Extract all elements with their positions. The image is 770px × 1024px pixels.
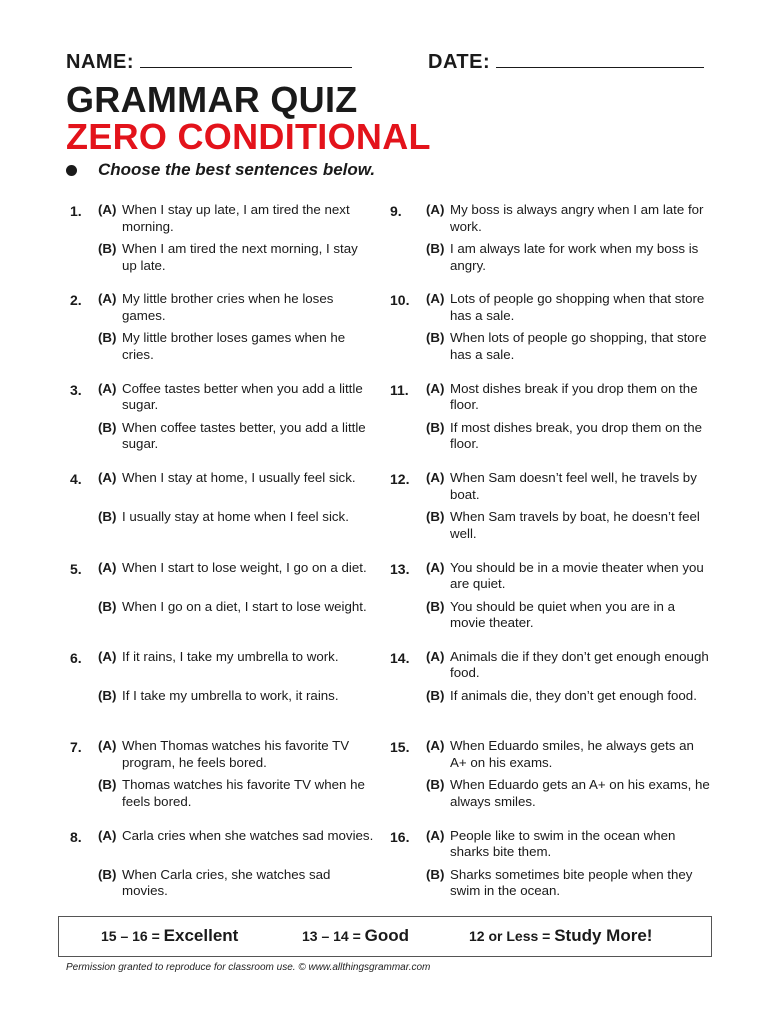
option-letter: (B) — [426, 598, 445, 614]
questions-left-column — [66, 202, 376, 917]
question-number: 11. — [390, 381, 409, 398]
question-number: 6. — [70, 649, 82, 666]
option-letter: (B) — [98, 866, 117, 882]
score-range: 12 or Less = — [469, 928, 551, 944]
question-item — [390, 560, 710, 649]
option-letter: (B) — [426, 330, 445, 346]
option-b[interactable] — [426, 867, 710, 900]
score-range: 15 – 16 = — [101, 928, 160, 944]
option-text: When Sam doesn’t feel well, he travels by boat. — [450, 470, 697, 502]
option-text: You should be quiet when you are in a movie theater. — [450, 598, 675, 631]
option-letter: (B) — [98, 330, 117, 346]
option-letter: (A) — [426, 827, 445, 843]
option-letter: (A) — [98, 202, 117, 217]
option-b[interactable] — [426, 241, 710, 274]
option-text: When I go on a diet, I start to lose weight. — [122, 598, 367, 614]
option-a[interactable] — [98, 828, 376, 845]
question-item — [390, 828, 710, 917]
option-b[interactable] — [98, 777, 376, 810]
option-a[interactable] — [426, 291, 710, 324]
option-text: You should be in a movie theater when you are quiet. — [450, 559, 704, 592]
option-letter: (B) — [426, 509, 445, 525]
option-b[interactable] — [426, 420, 710, 453]
option-text: When lots of people go shopping, that store has a sale. — [450, 330, 707, 362]
option-letter: (B) — [98, 687, 117, 703]
option-text: When I start to lose weight, I go on a diet. — [122, 559, 367, 575]
option-text: My boss is always angry when I am late for work. — [450, 202, 704, 234]
option-letter: (B) — [426, 419, 445, 435]
option-text: My little brother cries when he loses games. — [122, 291, 334, 323]
score-label: Good — [364, 926, 410, 945]
option-letter: (B) — [98, 509, 117, 525]
option-a[interactable] — [426, 738, 710, 771]
option-b[interactable] — [98, 599, 376, 616]
option-text: Carla cries when she watches sad movies. — [122, 827, 374, 843]
option-letter: (A) — [426, 291, 445, 307]
option-letter: (A) — [98, 380, 117, 396]
option-letter: (A) — [426, 738, 445, 754]
option-text: People like to swim in the ocean when sharks bite them. — [450, 827, 676, 860]
question-number: 3. — [70, 381, 82, 398]
question-item — [66, 738, 376, 827]
name-field — [66, 50, 352, 74]
option-b[interactable] — [426, 509, 710, 542]
page-subtitle: ZERO CONDITIONAL — [66, 116, 431, 157]
option-letter: (B) — [426, 866, 445, 882]
option-b[interactable] — [98, 509, 376, 526]
option-text: If most dishes break, you drop them on the floor. — [450, 419, 703, 452]
question-number: 15. — [390, 739, 410, 756]
option-b[interactable] — [98, 420, 376, 453]
option-text: Most dishes break if you drop them on the floor. — [450, 380, 698, 413]
question-item — [390, 291, 710, 380]
option-text: If animals die, they don’t get enough food. — [450, 687, 697, 703]
option-b[interactable] — [426, 777, 710, 810]
header-fields — [66, 50, 706, 80]
option-text: When I stay up late, I am tired the next morning. — [122, 202, 350, 234]
option-a[interactable] — [98, 202, 376, 235]
score-box — [58, 916, 712, 957]
option-b[interactable] — [98, 867, 376, 900]
option-b[interactable] — [426, 330, 710, 363]
question-number: 10. — [390, 292, 410, 309]
option-b[interactable] — [98, 330, 376, 363]
score-label: Excellent — [163, 926, 239, 945]
question-number: 4. — [70, 471, 82, 488]
question-item — [390, 738, 710, 827]
option-letter: (A) — [98, 648, 117, 664]
instruction-text: Choose the best sentences below. — [98, 160, 376, 179]
question-item — [66, 649, 376, 738]
option-b[interactable] — [98, 688, 376, 705]
option-text: When coffee tastes better, you add a little sugar. — [122, 419, 366, 452]
option-b[interactable] — [98, 241, 376, 274]
option-a[interactable] — [98, 649, 376, 666]
question-item — [66, 470, 376, 559]
option-text: Sharks sometimes bite people when they swim in the ocean. — [450, 866, 693, 899]
question-number: 2. — [70, 292, 82, 309]
question-item — [66, 291, 376, 380]
option-a[interactable] — [426, 649, 710, 682]
option-text: When Eduardo gets an A+ on his exams, he always smiles. — [450, 777, 710, 809]
option-b[interactable] — [426, 688, 710, 705]
question-number: 1. — [70, 203, 82, 219]
option-text: If I take my umbrella to work, it rains. — [122, 687, 339, 703]
option-letter: (A) — [426, 470, 445, 486]
option-letter: (B) — [98, 598, 117, 614]
option-a[interactable] — [98, 381, 376, 414]
option-text: When Sam travels by boat, he doesn’t feel well. — [450, 509, 700, 541]
option-text: Animals die if they don’t get enough enough food. — [450, 648, 709, 681]
option-letter: (B) — [426, 241, 445, 256]
question-item — [66, 828, 376, 917]
option-text: When I stay at home, I usually feel sick. — [122, 470, 356, 486]
score-excellent — [101, 926, 238, 946]
option-text: When Thomas watches his favorite TV program, he feels bored. — [122, 738, 350, 770]
option-a[interactable] — [98, 738, 376, 771]
question-number: 5. — [70, 560, 82, 577]
bullet-icon — [66, 165, 77, 176]
question-number: 7. — [70, 739, 82, 756]
score-good — [302, 926, 409, 946]
option-letter: (A) — [98, 827, 117, 843]
date-label: DATE: — [428, 51, 491, 73]
option-a[interactable] — [426, 560, 710, 593]
date-field — [428, 50, 704, 74]
option-letter: (A) — [98, 559, 117, 575]
option-a[interactable] — [426, 828, 710, 861]
question-item — [390, 202, 710, 291]
option-letter: (B) — [98, 241, 117, 256]
option-a[interactable] — [98, 291, 376, 324]
option-letter: (A) — [426, 202, 445, 217]
option-a[interactable] — [426, 202, 710, 235]
option-text: When Carla cries, she watches sad movies. — [122, 866, 331, 899]
footer-permission: Permission granted to reproduce for classroom use. © www.allthingsgrammar.com — [66, 962, 431, 973]
question-number: 12. — [390, 471, 410, 488]
question-number: 13. — [390, 560, 410, 577]
question-number: 14. — [390, 649, 410, 666]
option-text: When Eduardo smiles, he always gets an A+ on his exams. — [450, 738, 694, 770]
option-letter: (B) — [98, 777, 117, 793]
option-text: I am always late for work when my boss is angry. — [450, 241, 699, 273]
option-letter: (A) — [426, 380, 445, 396]
option-text: Coffee tastes better when you add a little sugar. — [122, 380, 363, 413]
question-number: 9. — [390, 203, 402, 219]
option-letter: (A) — [426, 559, 445, 575]
option-a[interactable] — [426, 470, 710, 503]
question-item — [66, 202, 376, 291]
question-item — [66, 381, 376, 470]
name-label: NAME: — [66, 51, 135, 73]
question-item — [390, 470, 710, 559]
score-range: 13 – 14 = — [302, 928, 361, 944]
page-title: GRAMMAR QUIZ — [66, 79, 358, 120]
option-text: Thomas watches his favorite TV when he feels bored. — [122, 777, 365, 809]
option-letter: (A) — [98, 470, 117, 486]
option-text: If it rains, I take my umbrella to work. — [122, 648, 339, 664]
option-letter: (A) — [98, 291, 117, 307]
name-blank-line[interactable] — [140, 50, 352, 68]
option-text: Lots of people go shopping when that store has a sale. — [450, 291, 705, 323]
option-a[interactable] — [98, 560, 376, 577]
questions-right-column — [390, 202, 710, 917]
option-letter: (A) — [98, 738, 117, 754]
option-text: My little brother loses games when he cries. — [122, 330, 346, 362]
option-text: When I am tired the next morning, I stay up late. — [122, 241, 358, 273]
score-label: Study More! — [554, 926, 653, 945]
question-item — [390, 649, 710, 738]
option-letter: (A) — [426, 648, 445, 664]
option-letter: (B) — [426, 687, 445, 703]
question-number: 8. — [70, 828, 82, 845]
option-text: I usually stay at home when I feel sick. — [122, 509, 349, 525]
date-blank-line[interactable] — [496, 50, 704, 68]
option-b[interactable] — [426, 599, 710, 632]
option-letter: (B) — [426, 777, 445, 793]
question-number: 16. — [390, 828, 410, 845]
option-letter: (B) — [98, 419, 117, 435]
question-item — [66, 560, 376, 649]
question-item — [390, 381, 710, 470]
option-a[interactable] — [426, 381, 710, 414]
option-a[interactable] — [98, 470, 376, 487]
score-study-more — [469, 926, 652, 946]
